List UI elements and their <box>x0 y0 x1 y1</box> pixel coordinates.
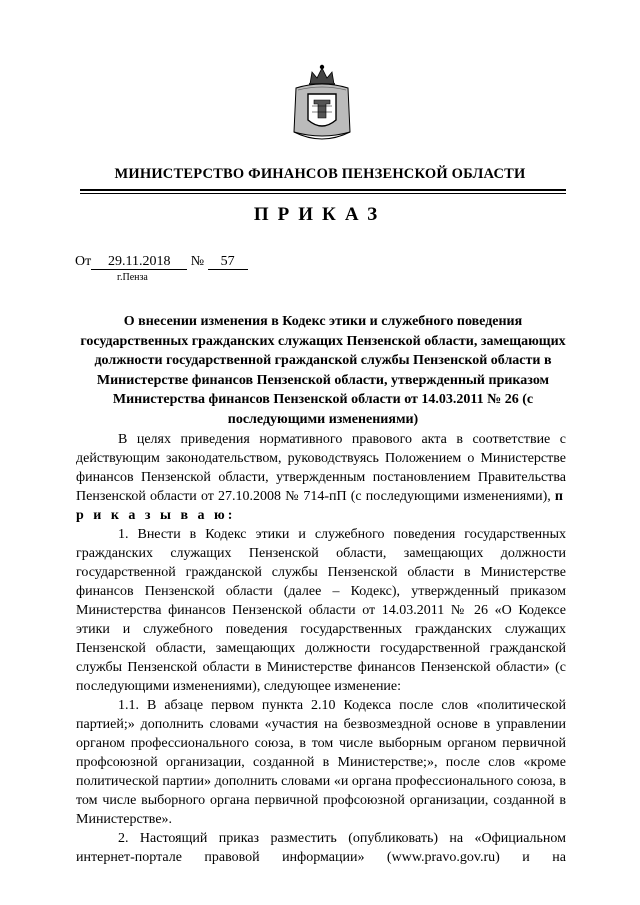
number-prefix: № <box>190 254 205 269</box>
date-prefix: От <box>75 254 92 269</box>
intro-paragraph <box>76 430 566 525</box>
city-name: г.Пенза <box>117 272 148 283</box>
document-body <box>76 430 566 867</box>
item-2-paragraph: 2. Настоящий приказ разместить (опубликовать) на «Официальном интернет-портале правовой информации» (www.pravo.gov.ru) и на <box>76 831 566 865</box>
header-rule-thin <box>80 193 566 194</box>
document-date: 29.11.2018 <box>91 255 187 270</box>
document-subject: О внесении изменения в Кодекс этики и служебного поведения государственных гражданских служащих Пензенской области, замещающих должности государственной гражданской службы Пензенской области в Министерстве финансов Пензенской области, утвержденный приказом Министерства финансов Пензенской области от 14.03.2011 № 26 (с последующими изменениями) <box>80 314 566 427</box>
document-number: 57 <box>208 255 248 270</box>
item-1-paragraph: 1. Внести в Кодекс этики и служебного поведения государственных гражданских служащих Пензенской области, замещающих должности государственной гражданской службы Пензенской области в Министерстве финансов Пензенской области (далее – Кодекс), утвержденный приказом Министерства финансов Пензенской области от 14.03.2011 № 26 «О Кодексе этики и служебного поведения государственных гражданских служащих Пензенской области, замещающих должности государственной гражданской службы Пензенской области в Министерстве финансов Пензенской области» (с последующими изменениями), следующее изменение: <box>76 527 566 694</box>
date-number-line <box>75 254 248 270</box>
coat-of-arms-emblem <box>290 62 354 146</box>
ministry-name: МИНИСТЕРСТВО ФИНАНСОВ ПЕНЗЕНСКОЙ ОБЛАСТИ <box>114 166 526 182</box>
document-type-title: ПРИКАЗ <box>253 204 387 225</box>
order-word: п р и к а з ы в а ю: <box>76 489 566 523</box>
intro-text: В целях приведения нормативного правового акта в соответствие с действующим законодательством, руководствуясь Положением о Министерстве финансов Пензенской области, утвержденным постановлением Правительства Пензенской области от 27.10.2008 № 714-пП (с последующими изменениями), <box>76 432 566 504</box>
header-rule-thick <box>80 189 566 191</box>
item-1-1-paragraph: 1.1. В абзаце первом пункта 2.10 Кодекса после слов «политической партией;» дополнить словами «участия на безвозмездной основе в управлении органом профессионального союза, в том числе выборным органом первичной профсоюзной организации, созданной в Министерстве;», после слов «кроме политической партии» дополнить словами «и органа профессионального союза, в том числе выборного органа первичной профсоюзной организации, созданной в Министерстве». <box>76 698 566 827</box>
